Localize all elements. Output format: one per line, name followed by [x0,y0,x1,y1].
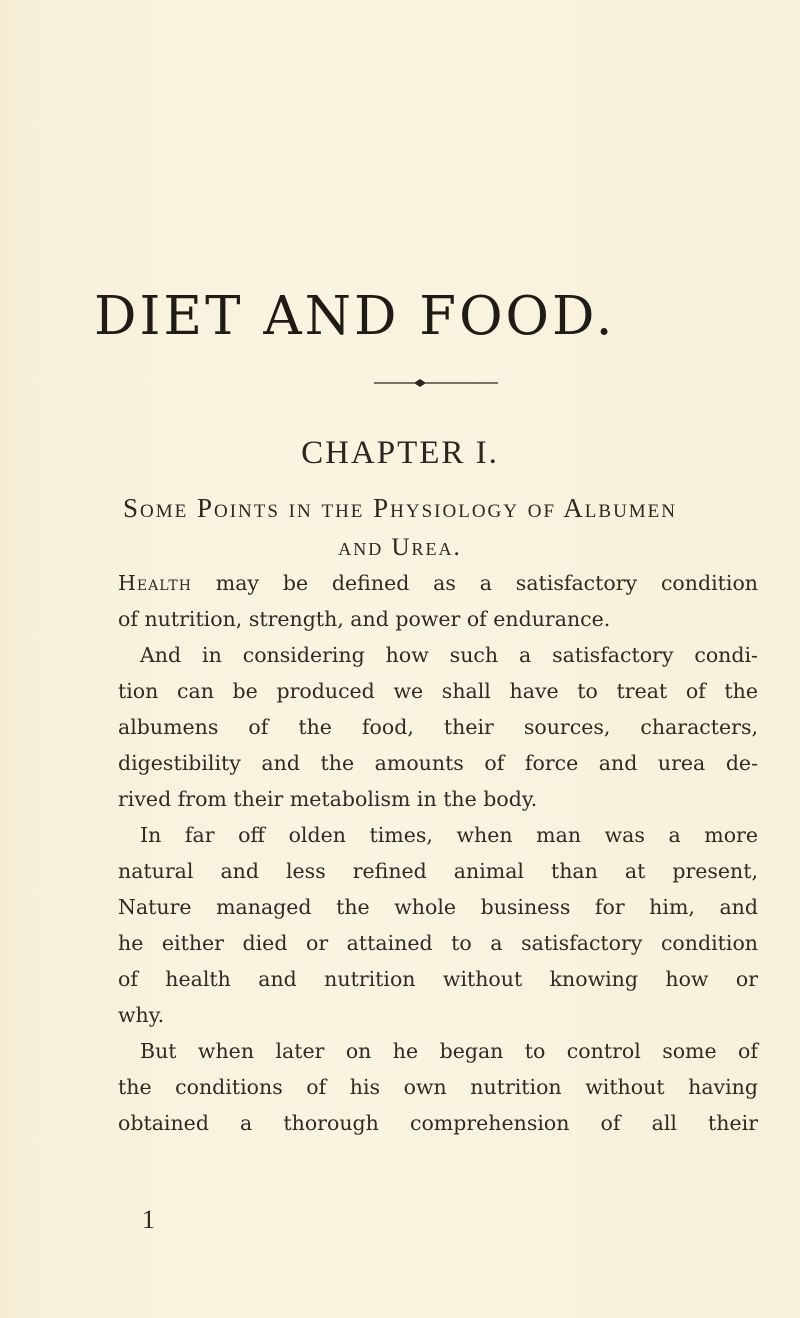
text-line: natural and less refined animal than at present, [118,859,758,883]
text-line: why. [118,1003,165,1027]
text-line: But when later on he began to control some of [140,1039,758,1063]
lead-word: Health [118,571,192,595]
diamond-rule-ornament [374,375,498,391]
text-line: Nature managed the whole business for him, and [118,895,758,919]
text-line: of health and nutrition without knowing how or [118,967,758,991]
text-line: digestibility and the amounts of force and urea de- [118,751,758,775]
text-line: rived from their metabolism in the body. [118,787,538,811]
chapter-subtitle-line-2: and Urea. [338,534,462,561]
text-line: albumens of the food, their sources, characters, [118,715,758,739]
text-line: he either died or attained to a satisfactory condition [118,931,758,955]
text-line: tion can be produced we shall have to treat of the [118,679,758,703]
text-line: Health may be defined as a satisfactory condition [118,571,758,595]
page-number: 1 [142,1205,155,1234]
book-title: DIET AND FOOD. [94,286,616,347]
text-line: the conditions of his own nutrition without having [118,1075,758,1099]
text-line: And in considering how such a satisfactory condi- [140,643,758,667]
chapter-heading: CHAPTER I. [301,435,499,471]
chapter-subtitle-line-1: Some Points in the Physiology of Albumen [122,493,678,523]
text-line: obtained a thorough comprehension of all their [118,1111,758,1135]
text-line: In far off olden times, when man was a more [140,823,758,847]
text-line: of nutrition, strength, and power of endurance. [118,607,611,631]
